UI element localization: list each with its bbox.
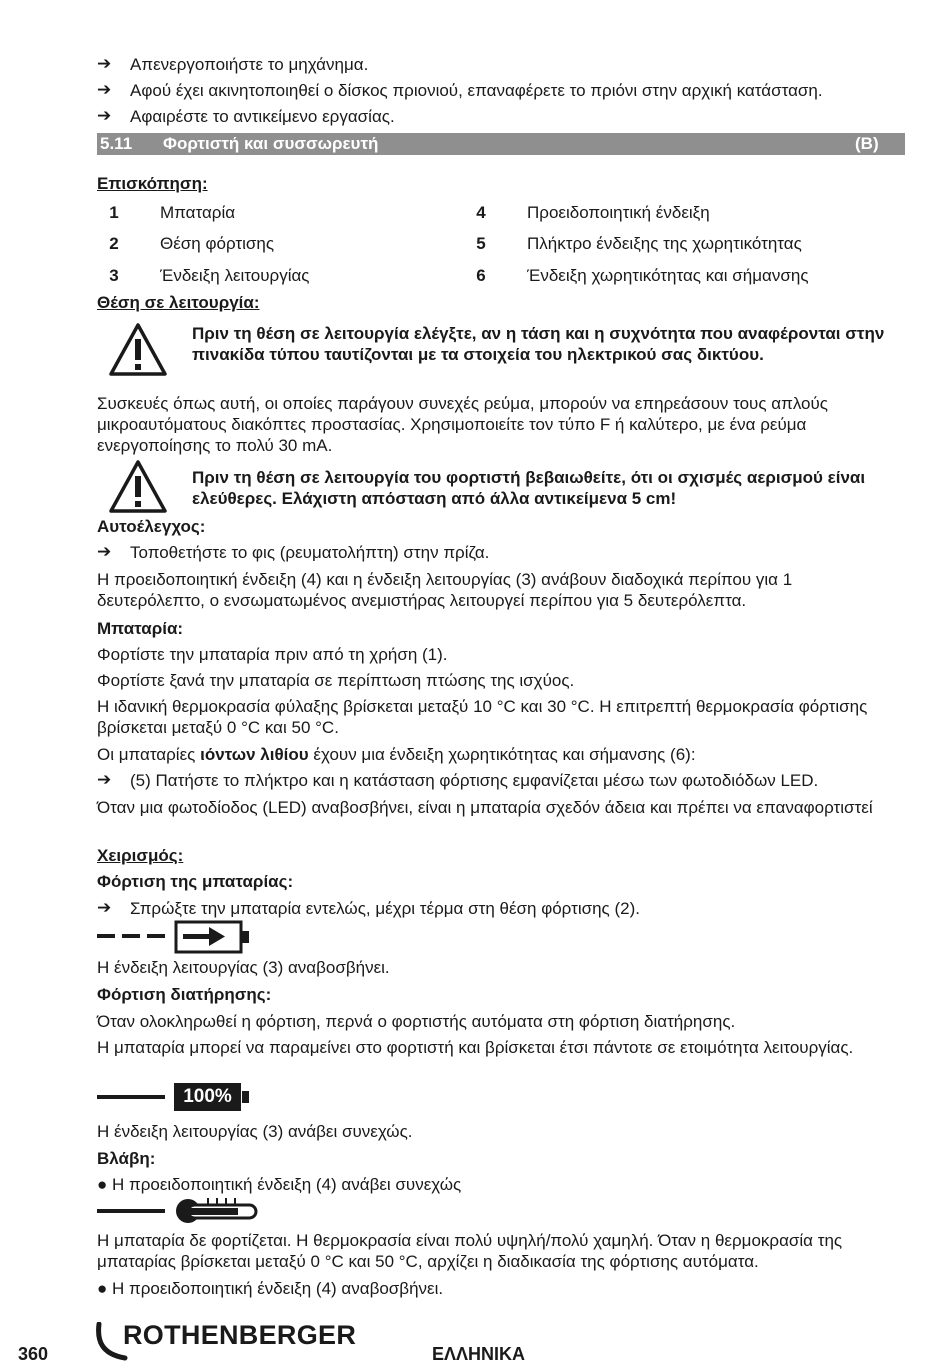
arrow-right-icon: ➔ xyxy=(97,542,112,562)
overview-number: 4 xyxy=(476,203,486,222)
maintenance-result: Η ένδειξη λειτουργίας (3) ανάβει συνεχώς. xyxy=(97,1122,413,1141)
arrow-right-icon: ➔ xyxy=(97,770,112,790)
arrow-right-icon: ➔ xyxy=(97,80,112,100)
battery-paragraph: Φορτίστε ξανά την μπαταρία σε περίπτωση πτώσης της ισχύος. xyxy=(97,671,575,690)
battery-paragraph: Φορτίστε την μπαταρία πριν από τη χρήση (1). xyxy=(97,645,448,664)
startup-paragraph: Συσκευές όπως αυτή, οι οποίες παράγουν συνεχές ρεύμα, μπορούν να επηρεάσουν τους απλούς μικροαυτόματους διακόπτες προστασίας. Χρησιμοποιείτε τον τύπο F ή καλύτερο, με ένα ρεύμα ενεργοποίησης το πολύ 30 mA. xyxy=(97,394,828,455)
arrow-right-icon: ➔ xyxy=(97,54,112,74)
overview-heading: Επισκόπηση: xyxy=(97,174,208,193)
overview-label: Ένδειξη λειτουργίας xyxy=(160,266,310,285)
warning-triangle-icon xyxy=(108,322,168,377)
overview-label: Θέση φόρτισης xyxy=(160,234,275,253)
overview-number: 6 xyxy=(476,266,486,285)
startup-heading: Θέση σε λειτουργία: xyxy=(97,293,260,312)
fault-heading: Βλάβη: xyxy=(97,1149,156,1168)
selftest-paragraph: Η προειδοποιητική ένδειξη (4) και η ένδειξη λειτουργίας (3) ανάβουν διαδοχικά περίπου για 1 δευτερόλεπτο, ο ενσωματωμένος ανεμιστήρας λειτουργεί περίπου για 5 δευτερόλεπτα. xyxy=(97,570,793,610)
full-charge-indicator-icon xyxy=(97,1083,257,1113)
fault-bullet: ● Η προειδοποιητική ένδειξη (4) ανάβει συνεχώς xyxy=(97,1175,462,1194)
page-number: 360 xyxy=(18,1344,49,1364)
overview-number: 5 xyxy=(476,234,486,253)
warning-text: Πριν τη θέση σε λειτουργία του φορτιστή βεβαιωθείτε, ότι οι σχισμές αερισμού είναι ελεύθερες. Ελάχιστη απόσταση από άλλα αντικείμενα 5 cm! xyxy=(192,468,866,508)
full-charge-label: 100% xyxy=(174,1083,241,1111)
charging-result: Η ένδειξη λειτουργίας (3) αναβοσβήνει. xyxy=(97,958,390,977)
maintenance-paragraph: Όταν ολοκληρωθεί η φόρτιση, περνά ο φορτιστής αυτόματα στη φόρτιση διατήρησης. xyxy=(97,1012,736,1031)
fault-bullet: ● Η προειδοποιητική ένδειξη (4) αναβοσβήνει. xyxy=(97,1279,444,1298)
warning-triangle-icon xyxy=(108,459,168,514)
battery-heading: Μπαταρία: xyxy=(97,619,184,638)
arrow-right-icon: ➔ xyxy=(97,106,112,126)
battery-paragraph: Οι μπαταρίες ιόντων λιθίου έχουν μια ένδειξη χωρητικότητας και σήμανσης (6): xyxy=(97,745,696,764)
operation-heading: Χειρισμός: xyxy=(97,846,184,865)
section-code: (B) xyxy=(855,134,879,153)
charging-heading: Φόρτιση της μπαταρίας: xyxy=(97,872,294,891)
overview-label: Πλήκτρο ένδειξης της χωρητικότητας xyxy=(527,234,802,253)
warning-text: Πριν τη θέση σε λειτουργία ελέγξτε, αν η τάση και η συχνότητα που αναφέρονται στην πινακίδα τύπου ταυτίζονται με τα στοιχεία του ηλεκτρικού σας δικτύου. xyxy=(192,324,885,364)
arrow-right-icon: ➔ xyxy=(97,898,112,918)
fault-paragraph: Η μπαταρία δε φορτίζεται. Η θερμοκρασία είναι πολύ υψηλή/πολύ χαμηλή. Όταν η θερμοκρασία της μπαταρίας βρίσκεται μεταξύ 0 °C και 50 °C, αρχίζει η διαδικασία της φόρτισης αυτόματα. xyxy=(97,1231,843,1271)
charging-indicator-icon xyxy=(97,920,257,954)
overview-number: 1 xyxy=(109,203,119,222)
section-title: Φορτιστή και συσσωρευτή xyxy=(163,134,379,153)
section-number: 5.11 xyxy=(100,134,133,153)
section-header xyxy=(97,133,905,155)
overview-number: 3 xyxy=(109,266,119,285)
maintenance-heading: Φόρτιση διατήρησης: xyxy=(97,985,272,1004)
overview-label: Ένδειξη χωρητικότητας και σήμανσης xyxy=(527,266,809,285)
brand-name: ROTHENBERGER xyxy=(123,1320,357,1350)
overview-label: Προειδοποιητική ένδειξη xyxy=(527,203,710,222)
battery-paragraph: Η ιδανική θερμοκρασία φύλαξης βρίσκεται μεταξύ 10 °C και 30 °C. Η επιτρεπτή θερμοκρασία φόρτισης βρίσκεται μεταξύ 0 °C και 50 °C. xyxy=(97,697,868,737)
overview-label: Μπαταρία xyxy=(160,203,236,222)
maintenance-paragraph: Η μπαταρία μπορεί να παραμείνει στο φορτιστή και βρίσκεται έτσι πάντοτε σε ετοιμότητα λειτουργίας. xyxy=(97,1038,854,1057)
selftest-heading: Αυτοέλεγχος: xyxy=(97,517,206,536)
overview-number: 2 xyxy=(109,234,119,253)
thermometer-icon xyxy=(97,1197,267,1227)
battery-paragraph: Όταν μια φωτοδίοδος (LED) αναβοσβήνει, είναι η μπαταρία σχεδόν άδεια και πρέπει να επαναφορτιστεί xyxy=(97,798,873,817)
language-label: ΕΛΛΗΝΙΚΑ xyxy=(432,1344,526,1364)
